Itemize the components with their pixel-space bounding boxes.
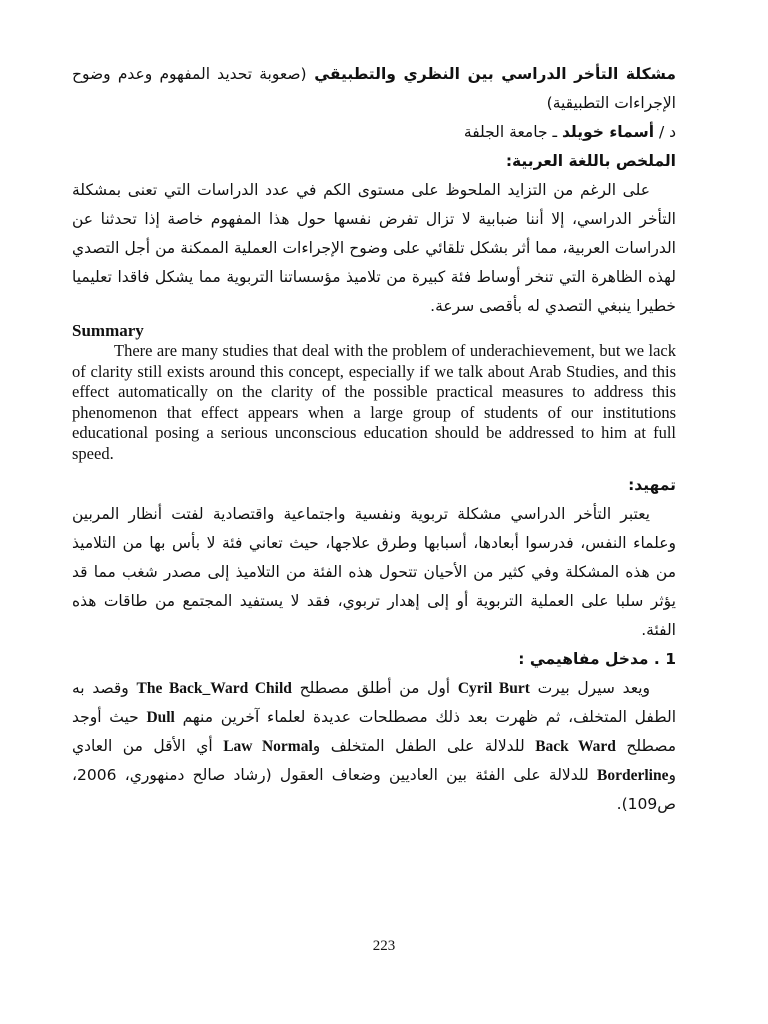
term-backward-child: The Back_Ward Child bbox=[136, 679, 292, 697]
summary-heading: Summary bbox=[72, 321, 144, 340]
title-main: مشكلة التأخر الدراسي بين النظري والتطبيقي bbox=[314, 65, 677, 83]
author-prefix: د / bbox=[654, 123, 676, 141]
section-1-text-3: وقصد به الطفل المتخلف، ثم ظهرت بعد ذلك مصطلحات عديدة لعلماء آخرين منهم bbox=[72, 678, 677, 726]
title-subtitle: (صعوبة تحديد المفهوم وعدم وضوح الإجراءات التطبيقية) bbox=[72, 65, 676, 112]
term-back-ward: Back Ward bbox=[535, 737, 616, 755]
term-borderline: Borderline bbox=[597, 766, 669, 784]
page-number: 223 bbox=[372, 938, 396, 954]
arabic-abstract-heading: الملخص باللغة العربية: bbox=[505, 152, 676, 170]
intro-heading: تمهيد: bbox=[628, 475, 676, 494]
intro-section bbox=[72, 471, 676, 645]
section-1-text-6: أي الأقل من العادي و bbox=[72, 736, 676, 784]
author-name: أسماء خويلد bbox=[561, 123, 655, 141]
summary-body: There are many studies that deal with the problem of underachievement, but we lack of clarity still exists around this concept, especially if we talk about Arab Studies, and this effect automatically on the clarity of the possible practical measures to address this phenomenon that effect appears when a large group of students of our institutions educational posing a serious unconscious education should be addressed to him at full speed. bbox=[72, 341, 676, 463]
section-1-text-1: ويعد سيرل بيرت bbox=[529, 678, 650, 697]
document-page bbox=[72, 60, 676, 819]
section-1-text-7: للدلالة على الفئة بين العاديين وضعاف العقول (رشاد صالح دمنهوري، 2006، ص109). bbox=[72, 765, 676, 813]
arabic-abstract-body: على الرغم من التزايد الملحوظ على مستوى الكم في عدد الدراسات التي تعنى بمشكلة التأخر الدراسي، إلا أننا ضبابية لا تزال تفرض نفسها حول هذا المفهوم خاصة إذا تحدثنا عن الدراسات العربية، مما أثر بشكل تلقائي على وضوح الإجراءات العملية الممكنة من أجل التصدي لهذه الظاهرة التي تنخر أوساط فئة كبيرة من تلاميذ مؤسساتنا التربوية مما يشكل فاقدا تعليميا خطيرا ينبغي التصدي له بأقصى سرعة. bbox=[72, 181, 676, 315]
article-title bbox=[72, 60, 676, 118]
intro-body: يعتبر التأخر الدراسي مشكلة تربوية ونفسية واجتماعية واقتصادية لفتت أنظار المربين وعلماء النفس، فدرسوا أبعادها، أسبابها وطرق علاجها، حيث تعاني فئة لا بأس بها من التلاميذ من هذه المشكلة وفي كثير من الأحيان تتحول هذه الفئة من التلاميذ إلى مصدر شغب مما قد يؤثر سلبا على العملية التربوية أو إلى إهدار تربوي، فقد لا يستفيد المجتمع من طاقات هذه الفئة. bbox=[72, 504, 676, 639]
term-cyril-burt: Cyril Burt bbox=[457, 679, 530, 697]
term-law-normal: Law Normal bbox=[223, 737, 313, 755]
section-1-text-2: أول من أطلق مصطلح bbox=[291, 678, 458, 697]
section-1-body bbox=[72, 674, 676, 819]
article-header bbox=[72, 60, 676, 321]
author-affiliation: ـ جامعة الجلفة bbox=[463, 123, 562, 141]
section-1-heading: 1 . مدخل مفاهيمي : bbox=[518, 649, 676, 668]
author-line bbox=[72, 118, 676, 147]
section-1-text-4: حيث أوجد مصطلح bbox=[72, 707, 676, 755]
section-1-text-5: للدلالة على الطفل المتخلف و bbox=[312, 736, 536, 755]
section-1 bbox=[72, 645, 676, 819]
term-dull: Dull bbox=[146, 708, 175, 726]
